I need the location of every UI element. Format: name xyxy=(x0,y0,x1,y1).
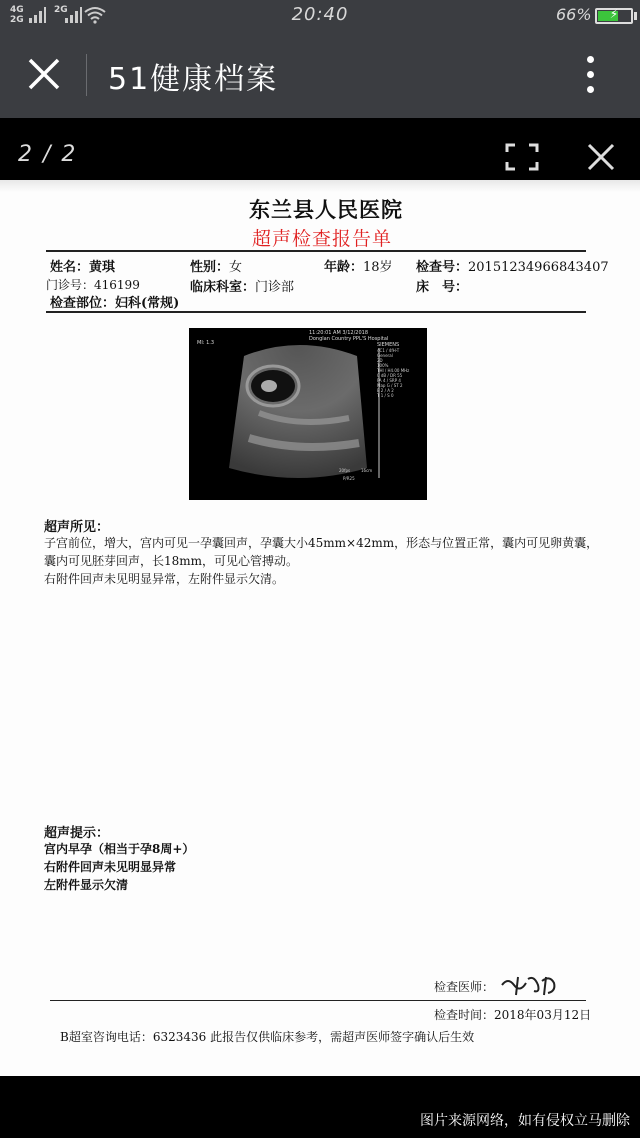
report-document xyxy=(0,180,640,1076)
charging-icon: ⚡ xyxy=(609,7,619,21)
app-bar xyxy=(0,32,640,118)
header-rule xyxy=(46,250,586,252)
battery-percent: 66% xyxy=(556,5,592,24)
patient-gender: 性别：女 xyxy=(190,260,243,275)
image-viewer-bar xyxy=(0,118,640,180)
doctor-label: 检查医师： xyxy=(434,980,495,994)
report-title: 超声检查报告单 xyxy=(251,228,392,250)
status-bar xyxy=(0,0,640,32)
hint-title: 超声提示： xyxy=(44,826,110,841)
ultrasound-image xyxy=(189,328,427,500)
doctor-signature xyxy=(500,973,558,997)
image-parameters: 4C1 / 4fH-T General 2D 100% THI / H4.00 MHz 0 dB / DR 55 FA 4 / SRP 4 Map G / ST 2 E 2 / A 2 T 1 / S 0 xyxy=(377,348,410,398)
findings-title: 超声所见： xyxy=(44,520,110,535)
app-bar-divider xyxy=(86,54,87,96)
hint-line-1: 宫内早孕（相当于孕8周+） xyxy=(44,842,195,856)
image-mi: MI: 1.3 xyxy=(197,340,215,346)
patient-name: 姓名：黄琪 xyxy=(50,260,116,275)
fullscreen-icon[interactable] xyxy=(505,143,539,171)
outpatient-number: 门诊号：416199 xyxy=(46,278,140,292)
close-icon[interactable] xyxy=(24,54,64,94)
hint-line-3: 左附件显示欠清 xyxy=(44,878,129,892)
exam-number: 检查号：20151234966843407 xyxy=(416,260,609,275)
exam-part: 检查部位：妇科(常规) xyxy=(50,296,180,311)
bed-number: 床 号： xyxy=(416,280,469,295)
findings-line-2: 囊内可见胚芽回声，长18mm，可见心管搏动。 xyxy=(44,554,299,568)
image-timestamp: 11:20:01 AM 3/12/2018 xyxy=(309,330,369,336)
footer-note: B超室咨询电话：6323436 此报告仅供临床参考，需超声医师签字确认后生效 xyxy=(60,1030,475,1044)
network-type-2: 2G xyxy=(10,15,24,25)
hint-line-2: 右附件回声未见明显异常 xyxy=(44,860,177,874)
findings-line-1: 子宫前位，增大，宫内可见一孕囊回声，孕囊大小45mm×42mm，形态与位置正常，囊内可见卵黄囊， xyxy=(44,536,599,550)
battery-icon xyxy=(595,8,633,24)
network-type-3: 2G xyxy=(54,5,68,15)
app-title: 51健康档案 xyxy=(108,62,279,97)
info-rule xyxy=(46,311,586,313)
network-type-1: 4G xyxy=(10,5,24,15)
watermark: 图片来源网络，如有侵权立马删除 xyxy=(420,1113,630,1129)
image-hospital: Donglan Country PPL'S Hospital xyxy=(309,336,389,342)
findings-line-3: 右附件回声未见明显异常，左附件显示欠清。 xyxy=(44,572,285,586)
image-framerate: 20fps xyxy=(339,468,351,473)
image-position: P/R25 xyxy=(343,476,355,481)
clinical-dept: 临床科室：门诊部 xyxy=(190,280,295,295)
image-brand: SIEMENS xyxy=(377,342,400,348)
image-counter: 2 / 2 xyxy=(18,142,78,167)
hospital-name: 东兰县人民医院 xyxy=(249,197,403,222)
more-vertical-icon[interactable] xyxy=(578,54,602,96)
patient-age: 年龄：18岁 xyxy=(324,260,393,275)
battery-tip xyxy=(634,12,637,20)
image-depth: 16cm xyxy=(361,468,373,473)
exam-time: 检查时间：2018年03月12日 xyxy=(434,1008,592,1022)
footer-rule xyxy=(50,1000,586,1001)
clock: 20:40 xyxy=(291,4,349,25)
viewer-close-icon[interactable] xyxy=(586,142,616,172)
